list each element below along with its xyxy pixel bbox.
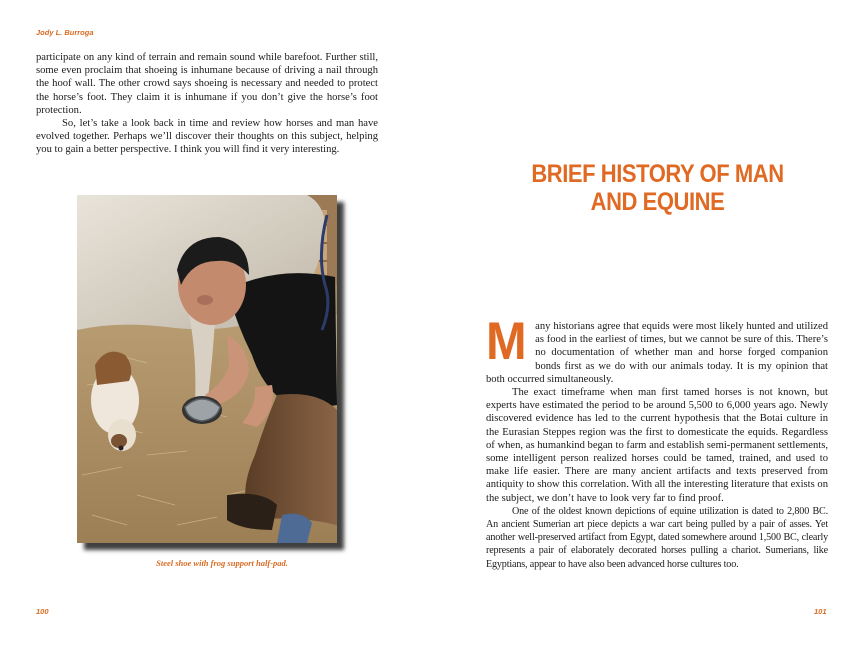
left-page-body bbox=[36, 51, 378, 157]
right-page-body bbox=[486, 312, 828, 571]
drop-cap: M bbox=[486, 312, 527, 371]
right-paragraph-1-text: any historians agree that equids were most likely hunted and utilized as food in the earliest of times, but we cannot be sure of this. There’s no documentation of whether man and horse forged companion bonds first as we do with our animals today. It is my opinion that both occurred simultaneously. bbox=[486, 321, 828, 385]
farrier-photo-illustration bbox=[77, 195, 337, 543]
left-paragraph-2: So, let’s take a look back in time and review how horses and man have evolved together. Perhaps we’ll discover their thoughts on this subject, helping you to gain a better perspective. I think you will find it very interesting. bbox=[36, 118, 378, 156]
left-paragraph-1: participate on any kind of terrain and remain sound while barefoot. Further still, some even proclaim that shoeing is inhumane because of driving a nail through the hoof wall. The other crowd says shoeing is necessary and needed to protect the horse’s foot. They claim it is inhumane if you don’t give the horse’s foot protection. bbox=[36, 52, 378, 116]
right-paragraph-3: One of the oldest known depictions of equine utilization is dated to 2,800 BC. An ancient Sumerian art piece depicts a war cart being pulled by a pair of asses. Yet another well-preserved artifact from Egypt, dated somewhere around 1,500 BC, clearly represents a pair of elaborately decorated horses pulling a chariot. Sumerians, like Egyptians, appear to have also been advanced horse cultures too. bbox=[486, 505, 828, 570]
page-number-left: 100 bbox=[36, 607, 49, 616]
right-paragraph-2: The exact timeframe when man first tamed horses is not known, but experts have estimated the period to be around 5,500 to 6,000 years ago. Newly discovered evidence has led to the current hypothesis that the Botai culture in the Eurasian Steppes region was the first to domesticate the equids. Regardless of when, as humankind began to farm and establish semi-permanent settlements, some intelligent person realized horses could be tamed, trained, and used to make life easier. There are many ancient artifacts and texts preserved from antiquity to show this correlation. With all the interesting literature that exists on the subject, we don’t have to look very far to find proof. bbox=[486, 387, 828, 504]
page-number-right: 101 bbox=[814, 607, 827, 616]
chapter-title: BRIEF HISTORY OF MAN AND EQUINE bbox=[531, 160, 784, 216]
photo-caption: Steel shoe with frog support half-pad. bbox=[156, 558, 288, 568]
farrier-photo bbox=[77, 195, 337, 543]
running-head: Jody L. Burroga bbox=[36, 28, 94, 37]
right-paragraph-1 bbox=[486, 312, 828, 386]
